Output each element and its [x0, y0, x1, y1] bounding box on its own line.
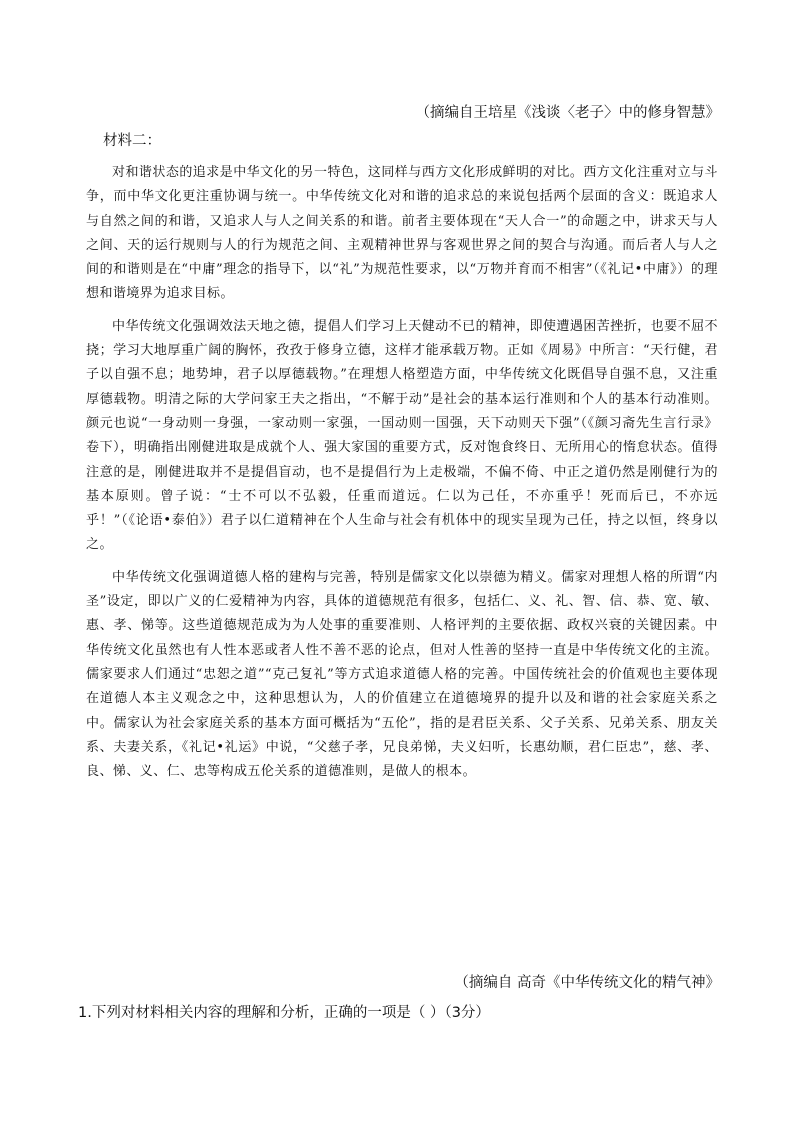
material-body [86, 161, 718, 792]
question-1: 1.下列对材料相关内容的理解和分析，正确的一项是（ ）（3分） [78, 1005, 490, 1021]
source-citation-1: （摘编自王培星《浅谈〈老子〉中的修身智慧》 [415, 105, 720, 121]
paragraph: 对和谐状态的追求是中华文化的另一特色，这同样与西方文化形成鲜明的对比。西方文化注重对立与斗争，而中华文化更注重协调与统一。中华传统文化对和谐的追求总的来说包括两个层面的含义：既追求人与自然之间的和谐，又追求人与人之间关系的和谐。前者主要体现在“天人合一”的命题之中，讲求天与人之间、天的运行规则与人的行为规范之间、主观精神世界与客观世界之间的契合与沟通。而后者人与人之间的和谐则是在“中庸”理念的指导下，以“礼”为规范性要求，以“万物并育而不相害”（《礼记•中庸》）的理想和谐境界为追求目标。 [86, 165, 718, 302]
paragraph: 中华传统文化强调效法天地之德，提倡人们学习上天健动不已的精神，即使遭遇困苦挫折，也要不屈不挠；学习大地厚重广阔的胸怀，孜孜于修身立德，这样才能承载万物。正如《周易》中所言：“天行健，君子以自强不息；地势坤，君子以厚德载物。”在理想人格塑造方面，中华传统文化既倡导自强不息，又注重厚德载物。明清之际的大学问家王夫之指出，“不解于动”是社会的基本运行准则和个人的基本行动准则。颜元也说“一身动则一身强，一家动则一家强，一国动则一国强，天下动则天下强”（《颜习斋先生言行录》卷下），明确指出刚健进取是成就个人、强大家国的重要方式，反对饱食终日、无所用心的惰怠状态。值得注意的是，刚健进取并不是提倡盲动，也不是提倡行为上走极端，不偏不倚、中正之道仍然是刚健行为的基本原则。曾子说：“士不可以不弘毅，任重而道远。仁以为己任，不亦重乎！死而后已，不亦远乎！”（《论语•泰伯》）君子以仁道精神在个人生命与社会有机体中的现实呈现为己任，持之以恒，终身以之。 [86, 318, 718, 553]
source-citation-2: （摘编自 高奇《中华传统文化的精气神》 [454, 975, 720, 991]
paragraph: 中华传统文化强调道德人格的建构与完善，特别是儒家文化以崇德为精义。儒家对理想人格的所谓“内圣”设定，即以广义的仁爱精神为内容，具体的道德规范有很多，包括仁、义、礼、智、信、恭、宽、敏、惠、孝、悌等。这些道德规范成为为人处事的重要准则、人格评判的主要依据、政权兴衰的关键因素。中华传统文化虽然也有人性本恶或者人性不善不恶的论点，但对人性善的坚持一直是中华传统文化的主流。儒家要求人们通过“忠恕之道”“克己复礼”等方式追求道德人格的完善。中国传统社会的价值观也主要体现在道德人本主义观念之中，这种思想认为，人的价值建立在道德境界的提升以及和谐的社会家庭关系之中。儒家认为社会家庭关系的基本方面可概括为“五伦”，指的是君臣关系、父子关系、兄弟关系、朋友关系、夫妻关系，《礼记•礼运》中说，“父慈子孝，兄良弟悌，夫义妇听，长惠幼顺，君仁臣忠”，慈、孝、良、悌、义、仁、忠等构成五伦关系的道德准则，是做人的根本。 [86, 569, 718, 780]
material-heading: 材料二： [103, 133, 161, 149]
